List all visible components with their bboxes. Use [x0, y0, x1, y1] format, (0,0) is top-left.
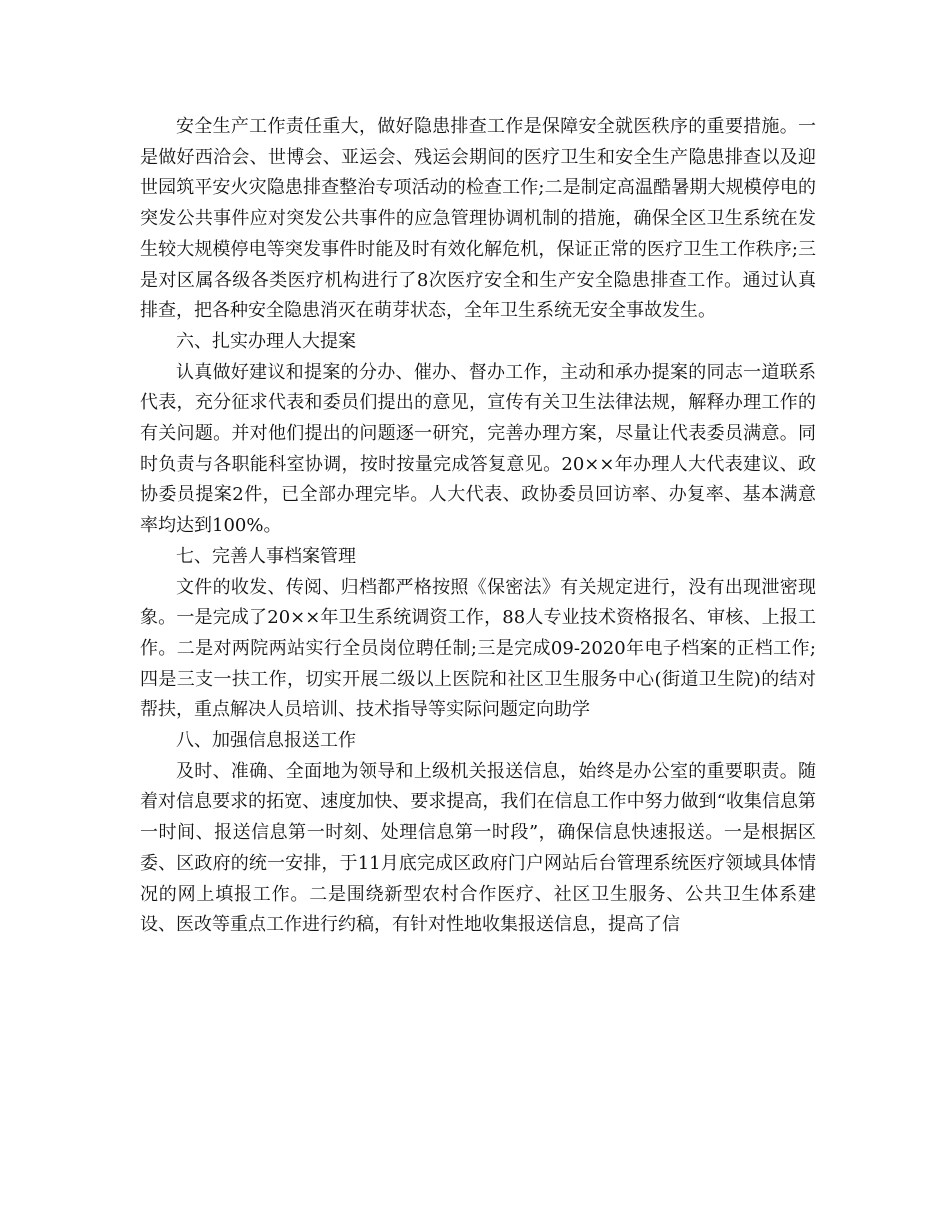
- document-page: [140, 112, 816, 941]
- paragraph-safety-inspection: 安全生产工作责任重大，做好隐患排查工作是保障安全就医秩序的重要措施。一是做好西洽会、世博会、亚运会、残运会期间的医疗卫生和安全生产隐患排查以及迎世园筑平安火灾隐患排查整治专项活动的检查工作;二是制定高温酷暑期大规模停电的突发公共事件应对突发公共事件的应急管理协调机制的措施，确保全区卫生系统在发生较大规模停电等突发事件时能及时有效化解危机，保证正常的医疗卫生工作秩序;三是对区属各级各类医疗机构进行了8次医疗安全和生产安全隐患排查工作。通过认真排查，把各种安全隐患消灭在萌芽状态，全年卫生系统无安全事故发生。: [140, 116, 816, 322]
- section-heading-7: 七、完善人事档案管理: [176, 545, 356, 567]
- paragraph-information-reporting: 及时、准确、全面地为领导和上级机关报送信息，始终是办公室的重要职责。随着对信息要求的拓宽、速度加快、要求提高，我们在信息工作中努力做到“收集信息第一时间、报送信息第一时刻、处理信息第一时段”，确保信息快速报送。一是根据区委、区政府的统一安排，于11月底完成区政府门户网站后台管理系统医疗领域具体情况的网上填报工作。二是围绕新型农村合作医疗、社区卫生服务、公共卫生体系建设、医改等重点工作进行约稿，有针对性地收集报送信息，提高了信: [140, 760, 816, 936]
- paragraph-personnel-archives: 文件的收发、传阅、归档都严格按照《保密法》有关规定进行，没有出现泄密现象。一是完成了20××年卫生系统调资工作，88人专业技术资格报名、审核、上报工作。二是对两院两站实行全员岗位聘任制;三是完成09-2020年电子档案的正档工作;四是三支一扶工作，切实开展二级以上医院和社区卫生服务中心(街道卫生院)的结对帮扶，重点解决人员培训、技术指导等实际问题定向助学: [140, 576, 816, 721]
- paragraph-proposals: 认真做好建议和提案的分办、催办、督办工作，主动和承办提案的同志一道联系代表，充分征求代表和委员们提出的意见，宣传有关卫生法律法规，解释办理工作的有关问题。并对他们提出的问题逐一研究，完善办理方案，尽量让代表委员满意。同时负责与各职能科室协调，按时按量完成答复意见。20××年办理人大代表建议、政协委员提案2件，已全部办理完毕。人大代表、政协委员回访率、办复率、基本满意率均达到100%。: [140, 361, 816, 537]
- section-heading-8: 八、加强信息报送工作: [176, 730, 356, 752]
- section-heading-6: 六、扎实办理人大提案: [176, 330, 356, 352]
